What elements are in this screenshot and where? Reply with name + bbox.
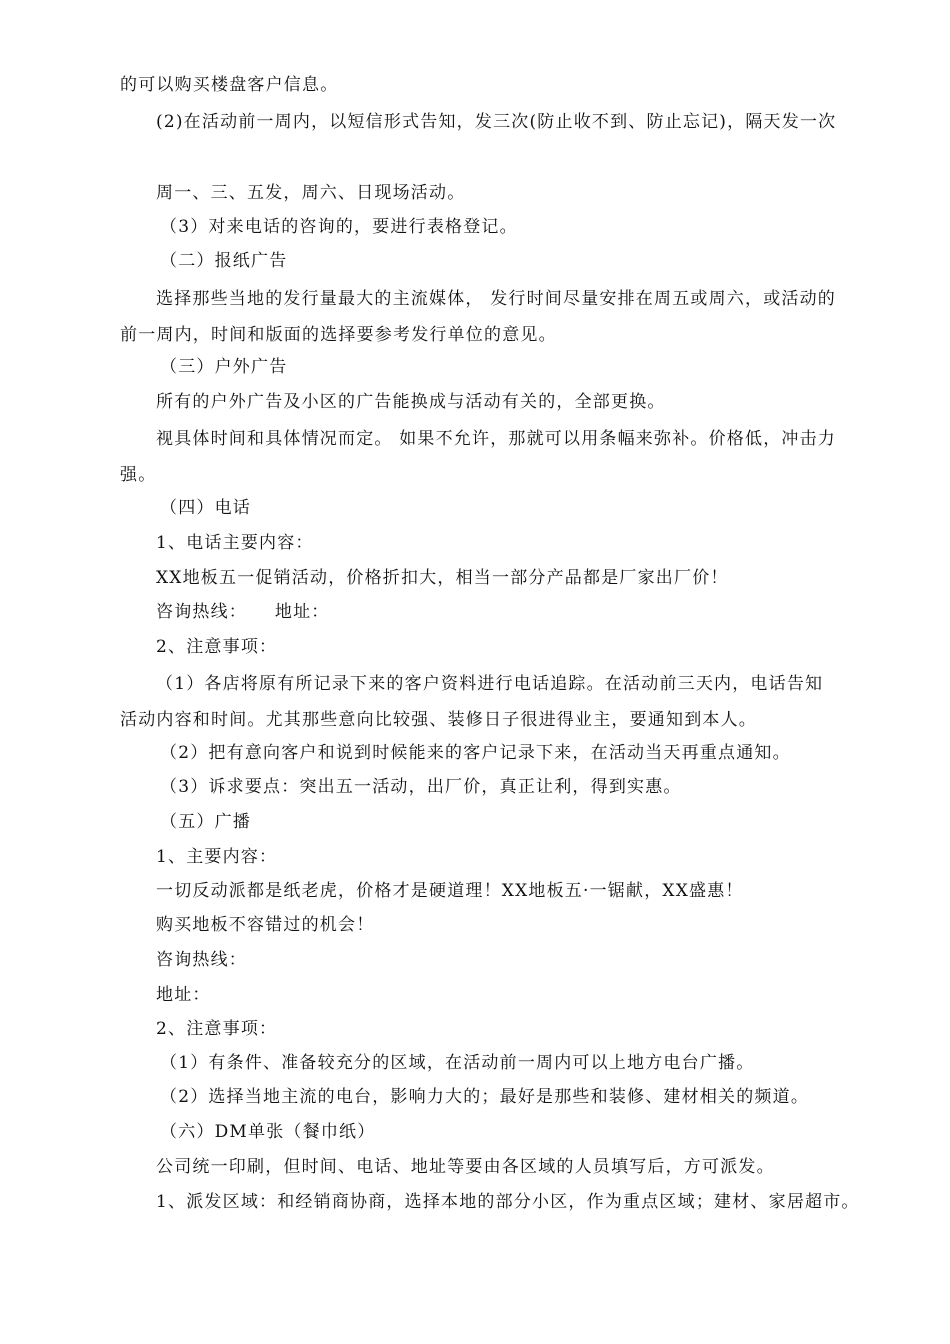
paragraph: 周一、三、五发，周六、日现场活动。 xyxy=(156,183,466,203)
paragraph: （3）对来电话的咨询的，要进行表格登记。 xyxy=(160,217,518,237)
paragraph: 1、电话主要内容： xyxy=(156,533,314,553)
paragraph: 1、主要内容： xyxy=(156,847,278,867)
paragraph: 一切反动派都是纸老虎，价格才是硬道理！XX地板五·一锯献，XX盛惠！ xyxy=(156,881,744,901)
section-heading: （六）DM单张（餐巾纸） xyxy=(160,1122,376,1142)
paragraph: （2）把有意向客户和说到时候能来的客户记录下来，在活动当天再重点通知。 xyxy=(160,743,791,763)
paragraph: 选择那些当地的发行量最大的主流媒体， 发行时间尽量安排在周五或周六，或活动的前一周内，时间和版面的选择要参考发行单位的意见。 xyxy=(120,289,837,345)
paragraph: （1）有条件、准备较充分的区域，在活动前一周内可以上地方电台广播。 xyxy=(160,1053,755,1073)
paragraph: (2)在活动前一周内，以短信形式告知，发三次(防止收不到、防止忘记)，隔天发一次 xyxy=(156,112,837,132)
paragraph: 的可以购买楼盘客户信息。 xyxy=(120,75,339,95)
paragraph: （1）各店将原有所记录下来的客户资料进行电话追踪。在活动前三天内，电话告知活动内容和时间。尤其那些意向比较强、装修日子很进得业主，要通知到本人。 xyxy=(120,674,824,730)
paragraph: 2、注意事项： xyxy=(156,1019,278,1039)
paragraph: 咨询热线： xyxy=(156,950,247,970)
section-heading: （五）广播 xyxy=(160,812,251,832)
paragraph: （2）选择当地主流的电台，影响力大的；最好是那些和装修、建材相关的频道。 xyxy=(160,1087,810,1107)
section-heading: （四）电话 xyxy=(160,498,251,518)
paragraph: 地址： xyxy=(156,985,211,1005)
section-heading: （三）户外广告 xyxy=(160,357,288,377)
paragraph: 1、派发区域：和经销商协商，选择本地的部分小区，作为重点区域；建材、家居超市。 xyxy=(156,1192,860,1212)
paragraph: XX地板五一促销活动，价格折扣大，相当一部分产品都是厂家出厂价！ xyxy=(156,568,729,588)
paragraph: （3）诉求要点：突出五一活动，出厂价，真正让利，得到实惠。 xyxy=(160,777,682,797)
paragraph: 购买地板不容错过的机会！ xyxy=(156,915,375,935)
section-heading: （二）报纸广告 xyxy=(160,251,288,271)
paragraph: 视具体时间和具体情况而定。 如果不允许，那就可以用条幅来弥补。价格低，冲击力强。 xyxy=(120,429,837,485)
paragraph: 咨询热线： 地址： xyxy=(156,602,330,622)
paragraph: 公司统一印刷，但时间、电话、地址等要由各区域的人员填写后，方可派发。 xyxy=(156,1157,775,1177)
paragraph: 2、注意事项： xyxy=(156,637,278,657)
paragraph: 所有的户外广告及小区的广告能换成与活动有关的，全部更换。 xyxy=(156,392,666,412)
